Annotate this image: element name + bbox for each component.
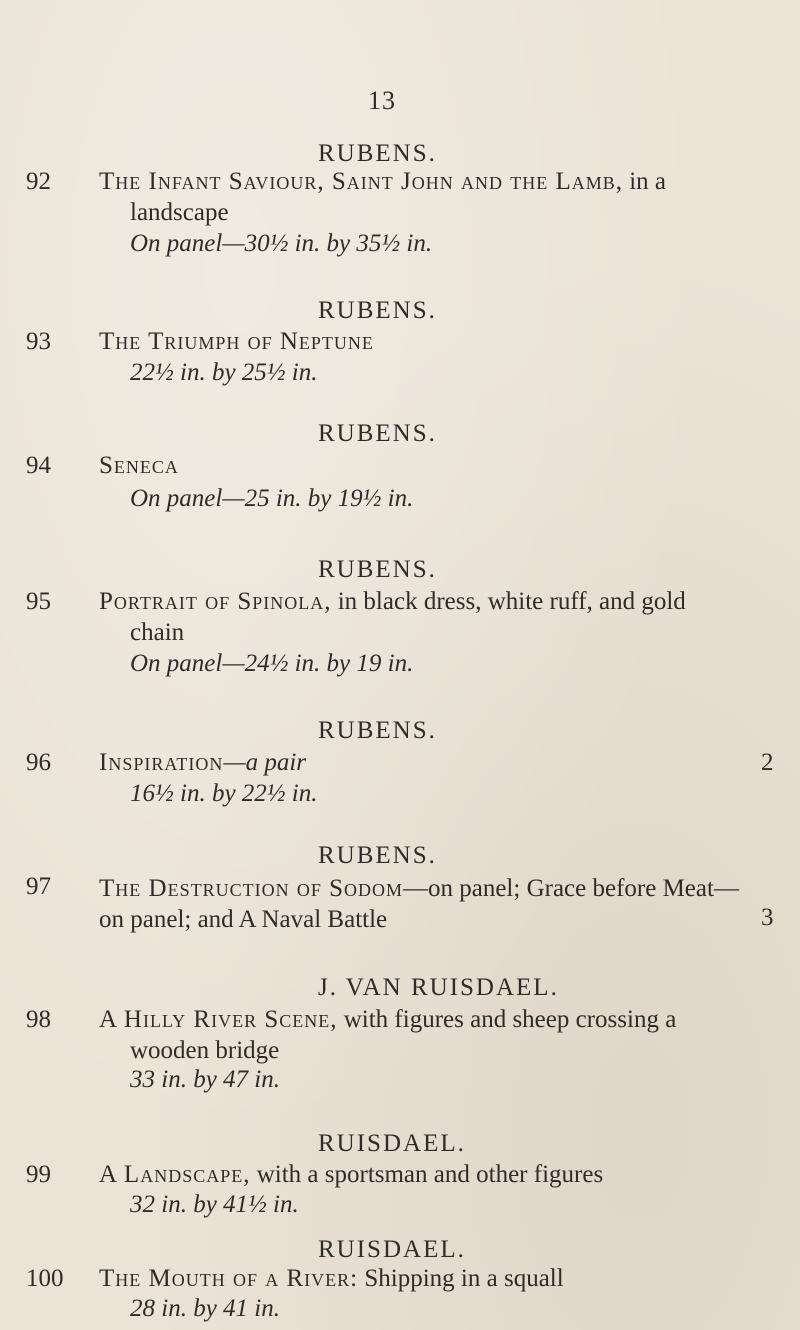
artist-heading: RUBENS. [318,420,437,447]
lot-title: A Hilly River Scene, [99,1006,338,1033]
lot-dimensions: 32 in. by 41½ in. [130,1191,299,1218]
artist-heading: RUBENS. [318,556,437,583]
artist-heading: RUISDAEL. [318,1236,466,1263]
lot-title-line [99,1006,676,1034]
lot-description: Shipping in a squall [358,1265,564,1292]
artist-heading: RUBENS. [318,140,437,167]
lot-title-line [99,1161,603,1189]
lot-description: in black dress, white ruff, and gold [331,588,686,615]
lot-quantity: 2 [761,749,774,776]
lot-number: 95 [26,588,51,615]
lot-title: The Triumph of Neptune [99,328,374,355]
lot-title-line [99,588,686,616]
lot-title-line [99,452,179,480]
lot-dimensions: On panel—25 in. by 19½ in. [130,485,414,512]
lot-description-continued: wooden bridge [130,1037,280,1064]
lot-title: Seneca [99,452,179,479]
artist-heading: RUBENS. [318,842,437,869]
lot-title: The Infant Saviour, Saint John and the Lamb, [99,168,623,195]
lot-title: The Mouth of a River: [99,1265,359,1292]
lot-title: The Destruction of Sodom [99,875,403,902]
lot-description: in a [622,168,667,195]
lot-description: —on panel; Grace before Meat—on panel; and A Naval Battle [99,875,739,933]
lot-description-continued: landscape [130,199,229,226]
lot-number: 100 [26,1265,64,1292]
lot-number: 98 [26,1006,51,1033]
lot-description-continued: chain [130,619,185,646]
lot-number: 93 [26,328,51,355]
artist-heading: RUBENS. [318,297,437,324]
lot-title-line [99,1265,564,1293]
lot-title-line [99,328,374,356]
lot-dimensions: 28 in. by 41 in. [130,1295,280,1322]
lot-description: with a sportsman and other figures [250,1161,604,1188]
lot-dimensions: 33 in. by 47 in. [130,1066,280,1093]
lot-title-line [99,749,306,777]
lot-dimensions: 22½ in. by 25½ in. [130,359,318,386]
lot-number: 96 [26,749,51,776]
lot-dimensions: On panel—30½ in. by 35½ in. [130,230,433,257]
lot-number: 99 [26,1161,51,1188]
lot-title: Inspiration [99,749,224,776]
page-number: 13 [368,86,396,115]
lot-dimensions: 16½ in. by 22½ in. [130,780,318,807]
lot-quantity: 3 [761,904,774,931]
lot-number: 94 [26,452,51,479]
lot-description: —a pair [223,749,306,776]
artist-heading: RUISDAEL. [318,1130,466,1157]
lot-title-line [99,168,666,196]
lot-title-line [99,873,739,935]
lot-number: 92 [26,168,51,195]
lot-number: 97 [26,873,51,900]
lot-description: with figures and sheep crossing a [337,1006,677,1033]
lot-title: A Landscape, [99,1161,251,1188]
artist-heading: J. VAN RUISDAEL. [318,974,559,1001]
lot-dimensions: On panel—24½ in. by 19 in. [130,650,414,677]
artist-heading: RUBENS. [318,717,437,744]
lot-title: Portrait of Spinola, [99,588,332,615]
